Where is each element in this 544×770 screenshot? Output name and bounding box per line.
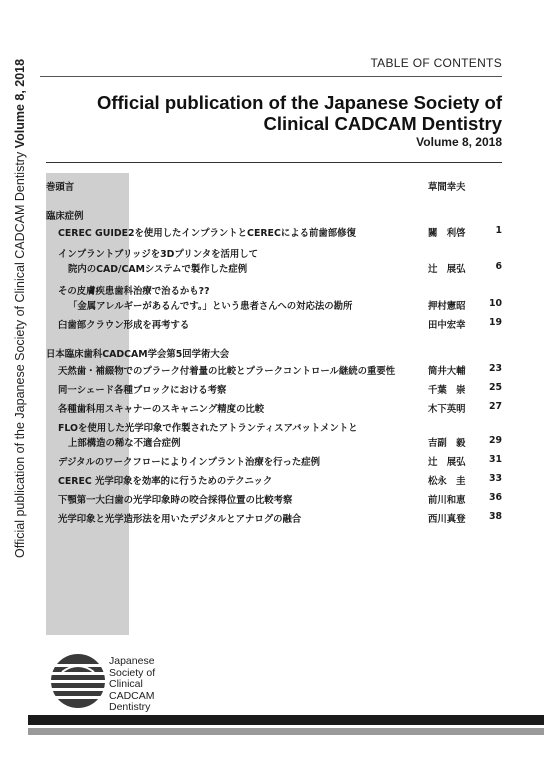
toc-entry-author: 千葉 崇 [428, 385, 466, 396]
toc-entry-title: デジタルのワークフローによりインプラント治療を行った症例 [58, 457, 320, 468]
toc-label: TABLE OF CONTENTS [370, 56, 502, 70]
toc-entry-title: 巻頭言 [46, 182, 75, 193]
toc-entry [46, 382, 502, 401]
toc-entry [46, 454, 502, 473]
toc-entry-title: CEREC 光学印象を効率的に行うためのテクニック [58, 476, 273, 487]
toc-entry-author: 西川真登 [428, 514, 466, 525]
toc-entry-author: 辻 展弘 [428, 264, 466, 275]
logo-text [109, 656, 155, 714]
toc-entry [46, 298, 502, 317]
spine-volume: Volume 8, 2018 [13, 58, 27, 149]
toc-entry-title: 「金属アレルギーがあるんです。」という患者さんへの対応法の勘所 [68, 301, 353, 312]
volume-label: Volume 8, 2018 [416, 135, 502, 149]
toc-entry-author: 田中宏幸 [428, 320, 466, 331]
toc-section-heading [46, 208, 502, 225]
toc-entry-page: 1 [495, 225, 502, 236]
toc-entry [46, 283, 502, 298]
bottom-gray-bar [28, 728, 544, 735]
title-line-2: Clinical CADCAM Dentistry [263, 113, 502, 134]
toc-entry [46, 511, 502, 530]
toc-entry-author: 前川和恵 [428, 495, 466, 506]
toc-entry [46, 435, 502, 454]
toc-entry-title: 日本臨床歯科CADCAM学会第5回学術大会 [46, 349, 230, 360]
toc-entry-title: FLOを使用した光学印象で作製されたアトランティスアバットメントと [58, 423, 358, 434]
logo-line: Clinical [109, 678, 143, 690]
toc-entry-page: 36 [488, 492, 502, 503]
toc-entry-title: 同一シェード各種ブロックにおける考察 [58, 385, 227, 396]
spine-text [9, 18, 31, 558]
toc-entry-page: 25 [488, 382, 502, 393]
toc-entry-title: 院内のCAD/CAMシステムで製作した症例 [68, 264, 248, 275]
toc-entry [46, 473, 502, 492]
toc-entry-author: 押村憲昭 [428, 301, 466, 312]
logo-line: Society of [109, 666, 156, 679]
top-rule [40, 76, 502, 77]
toc-entry-page: 38 [488, 511, 502, 522]
toc-entry-author: 松永 圭 [428, 476, 466, 487]
toc-entry-author: 關 利啓 [428, 228, 466, 239]
toc-entry-title: 天然歯・補綴物でのプラーク付着量の比較とプラークコントロール継続の重要性 [58, 366, 396, 377]
page-title [97, 92, 502, 134]
toc-entry-page: 19 [488, 317, 502, 328]
toc-entry [46, 246, 502, 261]
toc-entry [46, 492, 502, 511]
logo-line: Dentistry [109, 701, 151, 713]
toc-section-heading [46, 346, 502, 363]
toc-entry-author: 吉副 毅 [428, 438, 466, 449]
toc-entry-page: 29 [488, 435, 502, 446]
toc-entry-title: 臼歯部クラウン形成を再考する [58, 320, 190, 331]
toc-entry-title: インプラントブリッジを3Dプリンタを活用して [58, 249, 259, 260]
toc-entry [46, 317, 502, 346]
toc-entry-page: 23 [488, 363, 502, 374]
toc-entry-page: 10 [488, 298, 502, 309]
toc-entry [46, 179, 502, 208]
logo-line: Japanese [109, 655, 155, 667]
toc-entry [46, 420, 502, 435]
toc-entry-title: 上部構造の稀な不適合症例 [68, 438, 181, 449]
toc-entry-author: 辻 展弘 [428, 457, 466, 468]
middle-rule [46, 162, 502, 163]
toc-entry-title: CEREC GUIDE2を使用したインプラントとCERECによる前歯部修復 [58, 228, 356, 239]
toc-entry-title: 臨床症例 [46, 211, 84, 222]
toc-entry [46, 261, 502, 283]
toc-entry-author: 木下英明 [428, 404, 466, 415]
toc-entry-title: 各種歯科用スキャナーのスキャニング精度の比較 [58, 404, 265, 415]
toc-entry-page: 31 [488, 454, 502, 465]
toc-entry [46, 363, 502, 382]
bottom-black-bar [28, 715, 544, 725]
toc-list [46, 179, 502, 530]
spine-title: Official publication of the Japanese Society of Clinical CADCAM Dentistry [13, 151, 27, 558]
toc-entry-author: 筒井大輔 [428, 366, 466, 377]
toc-entry [46, 401, 502, 420]
logo-line: CADCAM [109, 689, 155, 702]
title-line-1: Official publication of the Japanese Society of [96, 92, 502, 113]
toc-entry [46, 225, 502, 246]
toc-entry-title: 光学印象と光学造形法を用いたデジタルとアナログの融合 [58, 514, 302, 525]
toc-entry-page: 6 [495, 261, 502, 272]
toc-entry-page: 27 [488, 401, 502, 412]
toc-entry-author: 草間幸夫 [428, 182, 466, 193]
toc-entry-title: 下顎第一大臼歯の光学印象時の咬合採得位置の比較考察 [58, 495, 293, 506]
toc-entry-title: その皮膚疾患歯科治療で治るかも?? [58, 286, 210, 297]
toc-entry-page: 33 [488, 473, 502, 484]
